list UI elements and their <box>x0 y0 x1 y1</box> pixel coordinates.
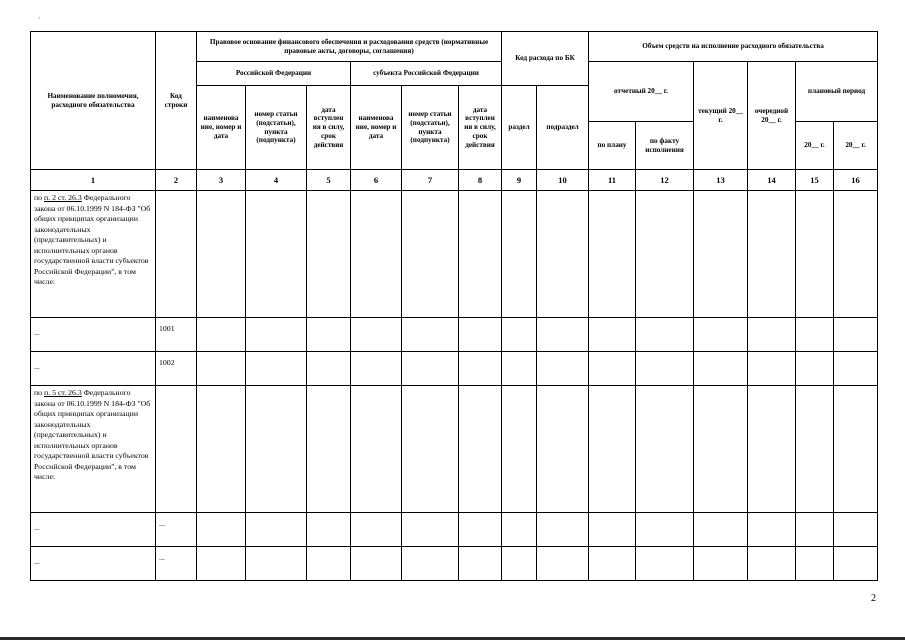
column-number: 2 <box>156 170 197 191</box>
header-by-plan: по плану <box>589 122 636 170</box>
empty-cell <box>589 352 636 386</box>
header-name: Наименование полномочия, расходного обязательства <box>31 32 156 170</box>
column-number-row <box>31 170 878 191</box>
column-number: 6 <box>351 170 402 191</box>
table-row <box>31 352 878 386</box>
empty-cell <box>636 352 694 386</box>
empty-cell <box>589 513 636 547</box>
law-reference-link[interactable]: п. 5 ст. 26.3 <box>44 388 82 397</box>
column-number: 14 <box>748 170 796 191</box>
column-number: 16 <box>834 170 878 191</box>
empty-cell <box>636 191 694 318</box>
column-number: 12 <box>636 170 694 191</box>
header-volume: Объем средств на исполнение расходного обязательства <box>589 32 878 62</box>
empty-cell <box>537 318 589 352</box>
empty-cell <box>307 513 351 547</box>
empty-cell <box>246 513 307 547</box>
empty-cell <box>307 318 351 352</box>
empty-cell <box>502 547 537 581</box>
empty-cell <box>197 547 246 581</box>
empty-cell <box>402 386 459 513</box>
empty-cell <box>197 386 246 513</box>
empty-cell <box>834 547 878 581</box>
column-number: 15 <box>796 170 834 191</box>
header-row-code: Код строки <box>156 32 197 170</box>
empty-cell <box>307 352 351 386</box>
page-number: 2 <box>871 593 876 604</box>
scan-tick-mark: ´ <box>38 16 41 25</box>
empty-cell <box>459 352 502 386</box>
empty-cell <box>197 318 246 352</box>
empty-cell <box>351 318 402 352</box>
empty-cell <box>459 318 502 352</box>
row-code: 1002 <box>156 352 197 386</box>
description-prefix: по <box>34 193 45 202</box>
row-code-cell <box>156 191 197 318</box>
header-rf-article: номер статьи (подстатьи), пункта (подпункта) <box>246 86 307 170</box>
empty-cell <box>748 513 796 547</box>
header-subject-article: номер статьи (подстатьи), пункта (подпункта) <box>402 86 459 170</box>
column-number: 10 <box>537 170 589 191</box>
column-number: 5 <box>307 170 351 191</box>
empty-cell <box>307 386 351 513</box>
empty-cell <box>796 513 834 547</box>
empty-cell <box>197 191 246 318</box>
column-number: 4 <box>246 170 307 191</box>
empty-cell <box>834 513 878 547</box>
column-number: 3 <box>197 170 246 191</box>
table-row <box>31 318 878 352</box>
row-code: 1001 <box>156 318 197 352</box>
table-row <box>31 513 878 547</box>
obligation-description <box>31 386 156 513</box>
empty-cell <box>589 547 636 581</box>
empty-cell <box>796 191 834 318</box>
empty-cell <box>694 386 748 513</box>
column-number: 13 <box>694 170 748 191</box>
row-code: ... <box>156 547 197 581</box>
empty-cell <box>246 352 307 386</box>
empty-cell <box>459 547 502 581</box>
table-row <box>31 191 878 318</box>
description-text: Федерального закона от 06.10.1999 N 184-ФЗ "Об общих принципах организации законодательных (представительных) и исполнительных органов государственной власти субъектов Российской Федерации", в том числе: <box>34 193 151 287</box>
empty-cell <box>636 547 694 581</box>
empty-cell <box>694 513 748 547</box>
empty-cell <box>636 513 694 547</box>
header-by-fact: по факту исполнения <box>636 122 694 170</box>
obligation-description <box>31 191 156 318</box>
empty-cell <box>748 386 796 513</box>
empty-cell <box>589 318 636 352</box>
empty-cell <box>351 513 402 547</box>
header-next-year: очередной 20__ г. <box>748 62 796 170</box>
empty-cell <box>694 318 748 352</box>
empty-cell <box>796 352 834 386</box>
empty-cell <box>246 191 307 318</box>
obligation-name: ... <box>31 513 156 547</box>
row-code-cell <box>156 386 197 513</box>
header-rf-name-number-date: наименова ние, номер и дата <box>197 86 246 170</box>
empty-cell <box>694 191 748 318</box>
column-number: 9 <box>502 170 537 191</box>
empty-cell <box>537 513 589 547</box>
header-rf-effective-date: дата вступлен ия в силу, срок действия <box>307 86 351 170</box>
empty-cell <box>402 191 459 318</box>
empty-cell <box>694 547 748 581</box>
expenditure-obligation-table <box>30 31 878 581</box>
header-planned-year-2: 20__ г. <box>834 122 878 170</box>
empty-cell <box>197 513 246 547</box>
empty-cell <box>502 386 537 513</box>
empty-cell <box>796 386 834 513</box>
empty-cell <box>402 513 459 547</box>
header-subject: субъекта Российской Федерации <box>351 62 502 86</box>
obligation-name: ... <box>31 352 156 386</box>
empty-cell <box>402 318 459 352</box>
header-rf: Российской Федерации <box>197 62 351 86</box>
empty-cell <box>537 191 589 318</box>
empty-cell <box>246 318 307 352</box>
row-code: ... <box>156 513 197 547</box>
header-subject-name-number-date: наименова ние, номер и дата <box>351 86 402 170</box>
header-planned-year-1: 20__ г. <box>796 122 834 170</box>
empty-cell <box>502 513 537 547</box>
column-number: 1 <box>31 170 156 191</box>
table-row <box>31 386 878 513</box>
empty-cell <box>351 547 402 581</box>
column-number: 8 <box>459 170 502 191</box>
header-legal-basis: Правовое основание финансового обеспечения и расходования средств (нормативные правовые акты, договоры, соглашения) <box>197 32 502 62</box>
empty-cell <box>502 191 537 318</box>
obligation-name: ... <box>31 547 156 581</box>
column-number: 7 <box>402 170 459 191</box>
empty-cell <box>246 547 307 581</box>
empty-cell <box>197 352 246 386</box>
header-subject-effective-date: дата вступлен ия в силу, срок действия <box>459 86 502 170</box>
empty-cell <box>636 318 694 352</box>
empty-cell <box>748 318 796 352</box>
empty-cell <box>459 191 502 318</box>
empty-cell <box>748 547 796 581</box>
header-section: раздел <box>502 86 537 170</box>
column-number: 11 <box>589 170 636 191</box>
empty-cell <box>351 386 402 513</box>
empty-cell <box>459 513 502 547</box>
empty-cell <box>834 386 878 513</box>
description-text: Федерального закона от 06.10.1999 N 184-ФЗ "Об общих принципах организации законодательных (представительных) и исполнительных органов государственной власти субъектов Российской Федерации", в том числе: <box>34 388 151 482</box>
table-row <box>31 547 878 581</box>
empty-cell <box>537 386 589 513</box>
empty-cell <box>402 352 459 386</box>
header-planned-period: плановый период <box>796 62 878 122</box>
empty-cell <box>502 318 537 352</box>
description-prefix: по <box>34 388 45 397</box>
empty-cell <box>834 318 878 352</box>
empty-cell <box>589 191 636 318</box>
header-current-year: текущий 20__ г. <box>694 62 748 170</box>
empty-cell <box>537 547 589 581</box>
obligation-name: ... <box>31 318 156 352</box>
header-reporting-year: отчетный 20__ г. <box>589 62 694 122</box>
empty-cell <box>537 352 589 386</box>
empty-cell <box>246 386 307 513</box>
header-subsection: подраздел <box>537 86 589 170</box>
header-bk-code: Код расхода по БК <box>502 32 589 86</box>
empty-cell <box>307 547 351 581</box>
empty-cell <box>351 352 402 386</box>
empty-cell <box>694 352 748 386</box>
empty-cell <box>402 547 459 581</box>
empty-cell <box>459 386 502 513</box>
empty-cell <box>834 352 878 386</box>
empty-cell <box>796 318 834 352</box>
empty-cell <box>502 352 537 386</box>
empty-cell <box>834 191 878 318</box>
empty-cell <box>589 386 636 513</box>
empty-cell <box>796 547 834 581</box>
empty-cell <box>748 191 796 318</box>
empty-cell <box>351 191 402 318</box>
law-reference-link[interactable]: п. 2 ст. 26.3 <box>44 193 82 202</box>
empty-cell <box>636 386 694 513</box>
empty-cell <box>748 352 796 386</box>
empty-cell <box>307 191 351 318</box>
